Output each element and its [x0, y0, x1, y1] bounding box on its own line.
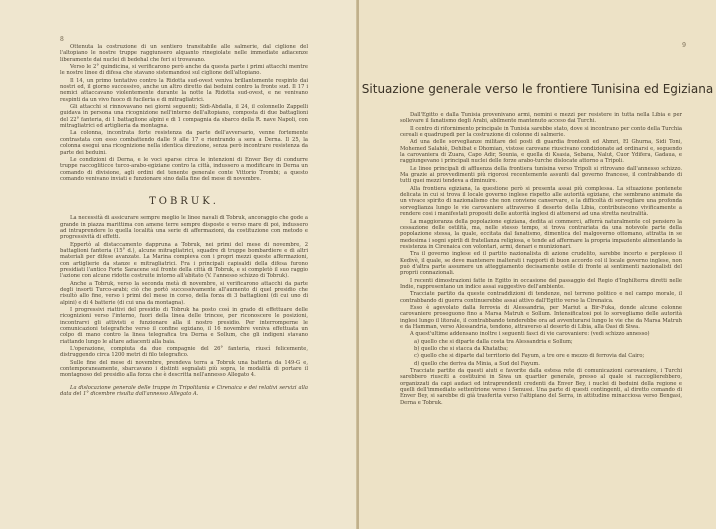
- paragraph: Le condizioni di Derna, e le voci sparse circa le intenzioni di Enver Bey di condurre truppe raccogliticce turco-arabo-egiziane contro la città, indussero a modificare in Derna un comando di divisione, agli ordini del tenente generale conte Vittorio Trombi; a questo comando venivano inviati e funzionare sino dalla fine del mese di novembre.: [60, 156, 308, 182]
- paragraph: I progressivi riattivi del presidio di Tobruk ha posto così in grado di effettuare delle ricognizioni verso l'interno, fuori della linea delle trincee, per riconoscere le posizioni, incontrarvi gli attivisti e funzionare alla il nostro presidio. Per interromperne le comunicazioni telegrafiche verso il confine egiziano, il 16 novembre veniva effettuata un colpo di mano contro la linea telegrafica tra Derna e Sollum, che gli indigeni stavano riattando lungo le altare adiacenti alla baia.: [60, 307, 308, 345]
- page-number: 8: [60, 36, 64, 43]
- paragraph: Tra il governo inglese ed il partito nazionalista di azione crudelito, sarebbe incerto e perplesso il Kedivè, il quale, se deve mantenere inalterati i rapporti di buon accordo col il locale governo inglese, non può d'altra parte assumere un atteggiamento decisamente ostile di fronte ai sentimenti nazionalisti del proprii connazionali.: [400, 251, 682, 277]
- left-page: [0, 0, 357, 529]
- left-text-top: [60, 44, 308, 398]
- paragraph: I recenti dimostrazioni fatte in Egitto in occasione del passaggio del Regio d'Inghilterra diretti nelle Indie, rappresentano un indice assai suggestivo dell'ambiente.: [400, 277, 682, 290]
- paragraph: Dall'Egitto e dalla Tunisia provenivano armi, nemini e mezzi per resistere in tutta nella Libia e per sollevare il fanatismo degli Arabi, abilmente mantenuto acceso dai Turchi.: [400, 112, 682, 125]
- paragraph: La necessità di assicurare sempre meglio le linee navali di Tobruk, ancoraggio che gode a grande in piazza marittima con amene terre sempre disposte e verso mare di poi, indussero ad intraprendere lo quella località una serie di affermazioni, da costituzione con metodo e progressività di effetti.: [60, 215, 308, 241]
- paragraph: La maggioranza della popolazione egiziana, dedita ai commerci, afferrà naturalmente col pensiero la cessazione delle ostilità, ma, nelle stesso tempo, si trova contrariata da una notevole parte della popolazione stessa, la quale, eccitata dal fanatismo, dimentica del malgoverno ottomano, attratta in se medesima i sogni spirili di fratellanza religiosa, e tende ad affermare la propria impaziente alimentando la resistenza in Cirenaica con volontari, armi, denari e munizionari.: [400, 218, 682, 250]
- paragraph: Eppertò al distaccamento dappruna a Tobruk, nei primi del mese di novembre, 2 battaglioni fanteria (15° d.), alcune mitragliatrici, squadre di truppe bombardiere e di altri materiali per difese avanzate. La Marina compieva con i propri mezzi queste affermazioni, con artiglierie da stanze e mitragliatrici. Fra i principali capisaldi della difesa furono presidiati l'antico Forte Saracene sul fronte della città di Tobruk, e si completò il suo raggio l'azione con alcune ridotte costruite intorno all'abitato (V. l'annesso schizzo di Tobruk).: [60, 241, 308, 280]
- list-item: a) quello che si diparte dalla costa tra Alessandria e Sollum;: [414, 338, 573, 345]
- list-item: d) quello che deriva da Minia, a Sud del Fayum.: [414, 360, 540, 367]
- paragraph: La colonna, incontrata forte resistenza da parte dell'avversario, venne fortemente contrastata con esso combattendo dalle 9 alle 17 e rientrando a sera a Derna. Il 25, la colonna eseguì una ricognizione nella identica direzione, senza però incontrare resistenza da parte dei beduini.: [60, 130, 308, 156]
- paragraph: Tracciate partito da queste contraddizioni di tendenze, nel terreno politico e nel campo morale, il contrabbando di guerra continuerebbe assai attivo dall'Egitto verso la Cirenaica.: [400, 291, 682, 304]
- list-item: c) quello che si diparte dal territorio del Fayum, a tre ore e mezzo di ferrovia dal Cairo;: [414, 353, 645, 360]
- section-title: TOBRUK.: [149, 196, 219, 208]
- paragraph: Anche a Tobruk, verso la seconda metà di novembre, si verificarono attacchi da parte degli insorti Turco-arabi; ciò che portò successivamente all'aumento di quel presidio che risultò allo fine, verso i primi del mese in corso, della forza di 3 battaglioni (di cui uno di alpini) e di 4 batterie (di cui una da montagna).: [60, 280, 308, 306]
- paragraph: Le linee principali di affluenza della frontiera tunisina verso Tripoli si ritrovano dall'annesso schizzo. Ma grazie ai provvedimenti più rigorosi recentemente assunti dal governo francese, il contrabbando di tutti quei mezzi tendeva a diminuire.: [400, 165, 682, 185]
- paragraph: Alla frontiera egiziana, la questione però si presenta assai più complessa. La situazione pontenete delicata in cui si trova il locale governo inglese rispetto alle autorità egiziane, che sembrano animate da un vivace spirito di nazionalismo che non conviene canservare, e la difficoltà di sorvegliare una profonda sorveglianza lungo le vie carovaniere attraverso il deserto della Libia, contribuiscono vivificamente a rendere cosi i manifestati propositi delle autorità inglesi di attenersi ad una stretta neutralità.: [400, 185, 682, 218]
- paragraph: Ottenuta la costruzione di un sentiero transitabile alle salmerie, dal ciglione del l'altopiano le nostre truppe raggiunsero alquanto rinegiolate nelle immediate adiacenze liberamente dai nuclei di bedehal che feri si trovavano.: [60, 44, 308, 63]
- list-item: b) quello che si stacca da Khatatba;: [414, 346, 508, 353]
- paragraph: L'operazione, compiuta da due compagnie del 26° fanteria, riuscì felicemente, distruggendo circa 1200 metri di filo telegrafico.: [60, 346, 308, 359]
- chapter-title: Situazione generale verso le frontiere Tunisina ed Egiziana: [361, 82, 714, 96]
- paragraph: Sulle fine del mese di novembre, prendeva terra a Tobruk una batteria da 149-G e, contemporaneamente, sbarcavano i distinti segnalati più sopra, le modalità di portare il montagnoso del presidio alla forza che è descritta nell'annesso Allegato 4.: [60, 359, 308, 379]
- right-page: [359, 0, 716, 529]
- paragraph: Verso le 2° quindicina, si verificarono però anche da questa parte i primi attacchi mentre le nostre linee di difesa che stavano sistemandosi sul ciglione dell'altopiano.: [60, 64, 308, 77]
- paragraph: Gli attacchi si rinnovavano nei giorni seguenti; Sidi-Abdalla, il 24, il colonnello Zappelli guidava in persona una ricognizione nell'interno dell'altopiano, composta di due battaglioni del 22° fanteria, di 1 battaglione alpini e di 1 compagnia da sbarco della R. nave Napoli, con mitragliatrici ed artiglieria da montagna.: [60, 104, 308, 130]
- paragraph: Esso è agevolato dalla ferrovia di Alessandria, per Mariut a Bir-Fuka, donde alcune colonne carovaniere proseguono fino a Marsa Matruh e Sollum. Intensificatosi poi lo sorvegliamo delle autorità inglesi lungo il litorale, il contrabbando tenderebbe ora ad avventurarsi lungo le vie che da Marsa Matruh e da Hamman, verso Alessandria, tendono, attraverso al deserto di Libia, alla Oasi di Siwa.: [400, 304, 682, 330]
- right-text: [400, 112, 682, 407]
- page-number: 9: [682, 42, 686, 49]
- paragraph: Il centro di rifornimento principale in Tunisia sarebbe stato, dove si incontrano per conto della Turchia cereali e quadrupedi per la costruzione di colonne di salmerie.: [400, 125, 682, 139]
- paragraph: Ad una delle sorveglianze militare del posti di guardia fronteoli ed Ahmri, El Ghurna, Sidi Toni, Mohemed Salahiè, Dehibat e Dhomian, vistose carovane riuscivano condizionate ad ordinarsi e, seguendo la carovaniera di Zuara, Capo Adir, Sounia, e quella di Ksasia, Sebana, Nalut, Cuor Ydifera, Gadaua, e raggiungevano i principali nuclei delle forze arabo-turche dislocate attorno a Tripoli.: [400, 139, 682, 165]
- paragraph: Il 14, un primo tentativo contro la Ridotta sud-ovest veniva brillantemente respinto dai nostri ed, il giorno successivo, anche un altro diretto dai beduini contro la fronte sud. Il 17 i nemici attaccavano violentemente durante la notte la Ridotta sud-ovest, e ne venivano respinti da un vivo fuoco di fucileria e di mitragliatrici.: [60, 77, 308, 103]
- caravan-route-list: [400, 339, 682, 367]
- footnote: La dislocazione generale delle truppe in Tripolitania e Cirenaica e dei relativi servizi alla data del 1° dicembre risulta dall'annesso Allegato A.: [60, 384, 308, 398]
- paragraph: Tracciate partite da questi aiuti e favorite dalla estesa rete di comunicazioni carovaniere, i Turchi sarebbero riusciti a costituirsi in Siwa un quartier generale, presso al quale si raccoglierebbero, organizzati da capi audaci ed intraprendenti credenti da Enver Bey, i nuclei di beduini della regione e quelli dell'immediato settentrione verso i Senussi. Una parte di questi contingenti, al diretto comando di Enver Bey, si sarebbe di già trasferita verso l'altipiano del Serra, in attitudine minacciosa verso Bengasi, Derna e Tobruk.: [400, 368, 682, 406]
- paragraph: A quest'ultime addensano inoltre i seguenti fasci di vie carovaniere: (vedi schizzo annesso): [410, 331, 650, 338]
